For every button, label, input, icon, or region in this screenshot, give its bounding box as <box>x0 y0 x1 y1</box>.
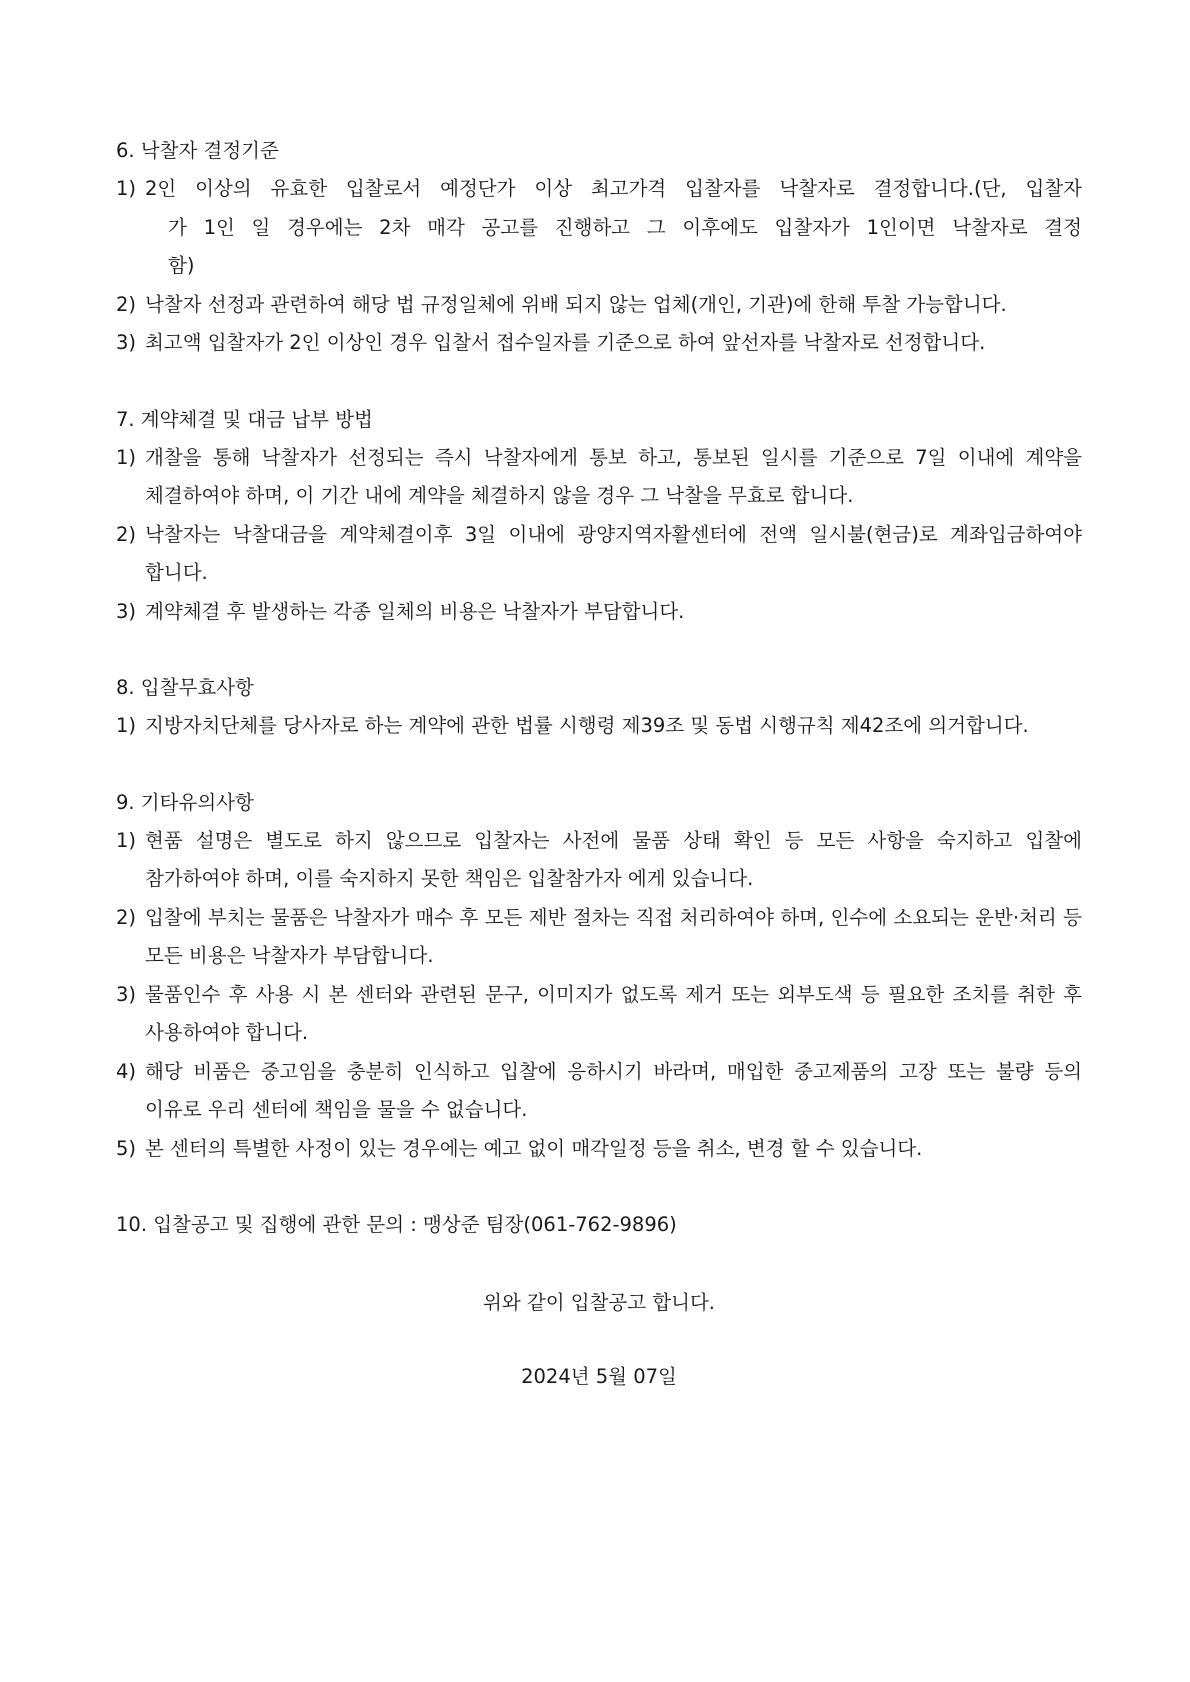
list-item <box>116 170 1082 286</box>
list-item <box>116 1053 1082 1130</box>
list-item <box>116 593 1082 632</box>
item-number: 2) <box>116 905 137 929</box>
item-number: 1) <box>116 177 137 200</box>
item-number: 1) <box>116 828 137 852</box>
item-text: 물품인수 후 사용 시 본 센터와 관련된 문구, 이미지가 없도록 제거 또는 외부도색 등 필요한 조치를 취한 후 사용하여야 합니다. <box>145 982 1082 1044</box>
item-text-continued: 가 1인 일 경우에는 2차 매각 공고를 진행하고 그 이후에도 입찰자가 1인이면 낙찰자로 결정 <box>168 215 1082 239</box>
item-number: 2) <box>116 522 137 546</box>
section-heading: 6. 낙찰자 결정기준 <box>116 139 279 162</box>
section-10 <box>116 1206 1082 1244</box>
list-item <box>116 899 1082 976</box>
item-text: 현품 설명은 별도로 하지 않으므로 입찰자는 사전에 물품 상태 확인 등 모든 사항을 숙지하고 입찰에 참가하여야 하며, 이를 숙지하지 못한 책임은 입찰참가자 에게 있습니다. <box>145 828 1082 890</box>
item-text-continued: 함) <box>168 254 195 277</box>
section-8 <box>116 669 1082 746</box>
document-date: 2024년 5월 07일 <box>521 1365 677 1388</box>
list-item <box>116 286 1082 325</box>
section-7 <box>116 401 1082 632</box>
item-text: 개찰을 통해 낙찰자가 선정되는 즉시 낙찰자에게 통보 하고, 통보된 일시를 기준으로 7일 이내에 계약을 체결하여야 하며, 이 기간 내에 계약을 체결하지 않을 경우 그 낙찰을 무효로 합니다. <box>145 445 1082 507</box>
item-text: 최고액 입찰자가 2인 이상인 경우 입찰서 접수일자를 기준으로 하여 앞선자를 낙찰자로 선정합니다. <box>145 331 986 354</box>
section-heading: 8. 입찰무효사항 <box>116 676 254 699</box>
list-item <box>116 1130 1082 1169</box>
item-text: 낙찰자 선정과 관련하여 해당 법 규정일체에 위배 되지 않는 업체(개인, 기관)에 한해 투찰 가능합니다. <box>145 292 1007 316</box>
item-number: 1) <box>116 714 137 737</box>
item-number: 3) <box>116 331 137 354</box>
list-item <box>116 976 1082 1053</box>
item-text: 지방자치단체를 당사자로 하는 계약에 관한 법률 시행령 제39조 및 동법 시행규칙 제42조에 의거합니다. <box>145 714 1029 737</box>
list-item <box>116 707 1082 746</box>
list-item <box>116 516 1082 593</box>
section-heading: 7. 계약체결 및 대금 납부 방법 <box>116 407 373 431</box>
document-page <box>116 132 1082 1396</box>
inquiry-line: 10. 입찰공고 및 집행에 관한 문의 : 맹상준 팀장(061-762-9896) <box>116 1213 677 1236</box>
list-item <box>116 324 1082 363</box>
item-number: 2) <box>116 292 137 316</box>
item-number: 3) <box>116 599 137 623</box>
item-number: 5) <box>116 1136 137 1160</box>
item-text: 본 센터의 특별한 사정이 있는 경우에는 예고 없이 매각일정 등을 취소, 변경 할 수 있습니다. <box>145 1136 923 1160</box>
item-text: 계약체결 후 발생하는 각종 일체의 비용은 낙찰자가 부담합니다. <box>145 599 685 623</box>
item-number: 3) <box>116 982 137 1006</box>
item-text: 입찰에 부치는 물품은 낙찰자가 매수 후 모든 제반 절차는 직접 처리하여야 하며, 인수에 소요되는 운반·처리 등 모든 비용은 낙찰자가 부담합니다. <box>145 905 1082 967</box>
section-9 <box>116 784 1082 1169</box>
item-number: 1) <box>116 445 137 469</box>
list-item <box>116 822 1082 899</box>
item-text: 2인 이상의 유효한 입찰로서 예정단가 이상 최고가격 입찰자를 낙찰자로 결정합니다.(단, 입찰자 <box>145 177 1082 200</box>
section-6 <box>116 132 1082 363</box>
section-heading: 9. 기타유의사항 <box>116 790 254 814</box>
item-number: 4) <box>116 1059 137 1083</box>
item-text: 해당 비품은 중고임을 충분히 인식하고 입찰에 응하시기 바라며, 매입한 중고제품의 고장 또는 불량 등의 이유로 우리 센터에 책임을 물을 수 없습니다. <box>145 1059 1082 1121</box>
list-item <box>116 439 1082 516</box>
closing-statement: 위와 같이 입찰공고 합니다. <box>482 1291 715 1314</box>
item-text: 낙찰자는 낙찰대금을 계약체결이후 3일 이내에 광양지역자활센터에 전액 일시불(현금)로 계좌입금하여야 합니다. <box>145 522 1082 584</box>
